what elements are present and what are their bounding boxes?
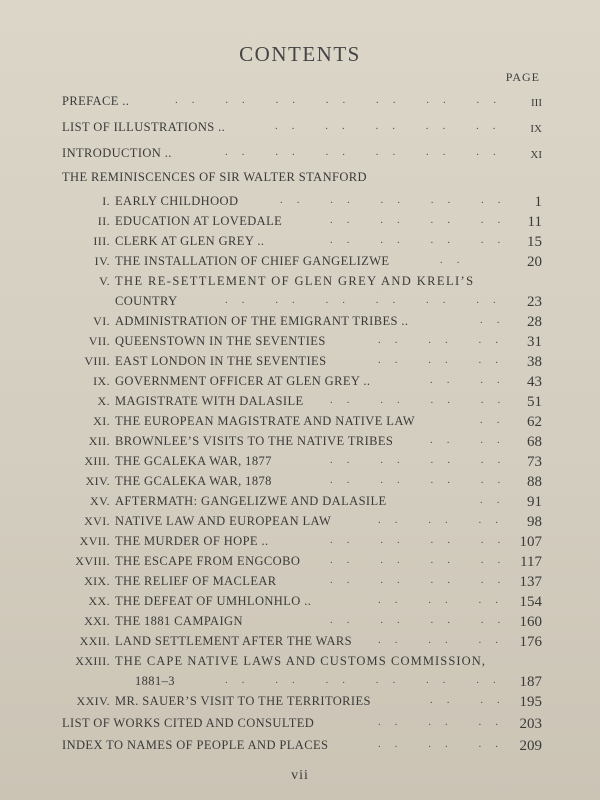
chapter-page: 28 xyxy=(527,314,542,330)
entry-title: INTRODUCTION .. xyxy=(62,146,172,160)
chapter-title: AFTERMATH: GANGELIZWE AND DALASILE xyxy=(115,494,387,508)
chapter-number: XI. xyxy=(93,414,110,428)
leader-dots: .. .. .. .. .. .. xyxy=(225,146,510,158)
chapter-page: 98 xyxy=(527,514,542,530)
toc-chapter-12 xyxy=(0,434,600,454)
toc-chapter-17 xyxy=(0,534,600,554)
chapter-page: 68 xyxy=(527,434,542,450)
toc-chapter-6 xyxy=(0,314,600,334)
chapter-title: EARLY CHILDHOOD xyxy=(115,194,239,208)
chapter-number: XIII. xyxy=(84,454,110,468)
chapter-page: 154 xyxy=(519,594,542,610)
chapter-title: ADMINISTRATION OF THE EMIGRANT TRIBES .. xyxy=(115,314,409,328)
chapter-title: THE 1881 CAMPAIGN xyxy=(115,614,243,628)
entry-page: 209 xyxy=(519,738,542,754)
chapter-number: XXIV. xyxy=(76,694,110,708)
leader-dots: .. .. .. .. .. .. xyxy=(225,294,510,306)
toc-chapter-8 xyxy=(0,354,600,374)
toc-chapter-15 xyxy=(0,494,600,514)
toc-chapter-5-cont xyxy=(0,294,600,314)
chapter-number: III. xyxy=(93,234,110,248)
chapter-title: NATIVE LAW AND EUROPEAN LAW xyxy=(115,514,332,528)
entry-page: iii xyxy=(531,94,542,110)
leader-dots: .. .. .. .. xyxy=(330,214,515,226)
entry-title: PREFACE .. xyxy=(62,94,130,108)
chapter-page: 107 xyxy=(519,534,542,550)
entry-page: ix xyxy=(530,120,542,136)
chapter-number: XXI. xyxy=(84,614,110,628)
entry-title: INDEX TO NAMES OF PEOPLE AND PLACES xyxy=(62,738,329,752)
chapter-page: 31 xyxy=(527,334,542,350)
toc-chapter-20 xyxy=(0,594,600,614)
chapter-title: THE DEFEAT OF UMHLONHLO .. xyxy=(115,594,312,608)
leader-dots: .. .. .. xyxy=(378,334,512,346)
chapter-page: 88 xyxy=(527,474,542,490)
chapter-number: XXII. xyxy=(79,634,110,648)
toc-chapter-16 xyxy=(0,514,600,534)
chapter-title: GOVERNMENT OFFICER AT GLEN GREY .. xyxy=(115,374,371,388)
toc-chapter-11 xyxy=(0,414,600,434)
toc-chapter-22 xyxy=(0,634,600,654)
toc-chapter-9 xyxy=(0,374,600,394)
chapter-title: EDUCATION AT LOVEDALE xyxy=(115,214,283,228)
leader-dots: .. .. .. .. .. .. xyxy=(225,674,510,686)
toc-chapter-14 xyxy=(0,474,600,494)
toc-entry-introduction xyxy=(0,146,600,166)
chapter-title: THE INSTALLATION OF CHIEF GANGELIZWE xyxy=(115,254,390,268)
leader-dots: .. .. xyxy=(430,374,514,386)
toc-entry-preface xyxy=(0,94,600,114)
chapter-title: THE EUROPEAN MAGISTRATE AND NATIVE LAW xyxy=(115,414,415,428)
chapter-number: XVI. xyxy=(84,514,110,528)
chapter-number: VII. xyxy=(88,334,110,348)
leader-dots: .. .. .. .. xyxy=(330,554,515,566)
chapter-title: THE RELIEF OF MACLEAR xyxy=(115,574,277,588)
chapter-title: MAGISTRATE WITH DALASILE xyxy=(115,394,304,408)
leader-dots: .. xyxy=(480,314,514,326)
chapter-page: 15 xyxy=(527,234,542,250)
chapter-number: I. xyxy=(102,194,110,208)
leader-dots: .. .. .. .. xyxy=(330,614,515,626)
chapter-page: 176 xyxy=(519,634,542,650)
chapter-page: 73 xyxy=(527,454,542,470)
chapter-number: XIV. xyxy=(85,474,110,488)
chapter-page: 91 xyxy=(527,494,542,510)
toc-chapter-10 xyxy=(0,394,600,414)
toc-chapter-5 xyxy=(0,274,600,294)
leader-dots: .. .. .. xyxy=(378,716,512,728)
leader-dots: .. .. .. .. xyxy=(330,574,515,586)
leader-dots: .. .. .. xyxy=(378,738,512,750)
toc-entry-illustrations xyxy=(0,120,600,140)
page-column-heading: PAGE xyxy=(505,70,540,84)
entry-page: xi xyxy=(530,146,542,162)
chapter-page: 1 xyxy=(534,194,542,210)
toc-chapter-3 xyxy=(0,234,600,254)
chapter-number: IV. xyxy=(94,254,110,268)
chapter-page: 23 xyxy=(527,294,542,310)
page-number-footer: vii xyxy=(291,768,309,783)
chapter-number: XX. xyxy=(88,594,110,608)
chapter-title: THE ESCAPE FROM ENGCOBO xyxy=(115,554,301,568)
chapter-number: X. xyxy=(97,394,110,408)
page-title: CONTENTS xyxy=(239,42,361,66)
chapter-title: CLERK AT GLEN GREY .. xyxy=(115,234,265,248)
toc-entry-works-cited xyxy=(0,716,600,736)
chapter-title: LAND SETTLEMENT AFTER THE WARS xyxy=(115,634,353,648)
toc-chapter-23 xyxy=(0,654,600,674)
leader-dots: .. xyxy=(480,414,514,426)
toc-chapter-13 xyxy=(0,454,600,474)
toc-chapter-23-cont xyxy=(0,674,600,694)
chapter-page: 187 xyxy=(519,674,542,690)
chapter-number: XXIII. xyxy=(75,654,110,668)
chapter-title: THE MURDER OF HOPE .. xyxy=(115,534,269,548)
chapter-page: 51 xyxy=(527,394,542,410)
leader-dots: .. .. .. xyxy=(378,354,512,366)
toc-chapter-24 xyxy=(0,694,600,714)
chapter-number: XVII. xyxy=(79,534,110,548)
chapter-number: XV. xyxy=(90,494,110,508)
leader-dots: .. .. xyxy=(430,694,514,706)
leader-dots: .. .. .. xyxy=(378,514,512,526)
chapter-number: IX. xyxy=(93,374,110,388)
leader-dots: .. .. .. .. .. xyxy=(275,120,510,132)
toc-chapter-4 xyxy=(0,254,600,274)
toc-chapter-18 xyxy=(0,554,600,574)
chapter-title: THE GCALEKA WAR, 1878 xyxy=(115,474,272,488)
chapter-page: 43 xyxy=(527,374,542,390)
chapter-title: QUEENSTOWN IN THE SEVENTIES xyxy=(115,334,326,348)
entry-page: 203 xyxy=(519,716,542,732)
toc-chapter-21 xyxy=(0,614,600,634)
leader-dots: .. .. .. .. xyxy=(330,534,515,546)
chapter-number: XII. xyxy=(88,434,110,448)
leader-dots: .. xyxy=(480,494,514,506)
section-heading xyxy=(0,170,600,190)
section-title: THE REMINISCENCES OF SIR WALTER STANFORD xyxy=(62,170,367,184)
chapter-page: 11 xyxy=(527,214,542,230)
toc-chapter-2 xyxy=(0,214,600,234)
chapter-page: 137 xyxy=(519,574,542,590)
chapter-title: THE RE-SETTLEMENT OF GLEN GREY AND KRELI’S xyxy=(115,274,475,288)
leader-dots: .. .. .. .. xyxy=(330,474,515,486)
chapter-page: 38 xyxy=(527,354,542,370)
toc-chapter-1 xyxy=(0,194,600,214)
chapter-number: V. xyxy=(99,274,110,288)
chapter-title: MR. SAUER’S VISIT TO THE TERRITORIES xyxy=(115,694,371,708)
leader-dots: .. .. .. xyxy=(378,634,512,646)
leader-dots: .. .. .. xyxy=(378,594,512,606)
chapter-title-cont: 1881–3 xyxy=(135,674,175,688)
chapter-number: VI. xyxy=(93,314,110,328)
chapter-page: 20 xyxy=(527,254,542,270)
entry-title: LIST OF ILLUSTRATIONS .. xyxy=(62,120,226,134)
leader-dots: .. .. .. .. xyxy=(330,234,515,246)
chapter-number: VIII. xyxy=(84,354,110,368)
leader-dots: .. .. .. .. xyxy=(330,454,515,466)
leader-dots: .. xyxy=(440,254,474,266)
leader-dots: .. .. .. .. xyxy=(330,394,515,406)
chapter-title: BROWNLEE’S VISITS TO THE NATIVE TRIBES xyxy=(115,434,394,448)
chapter-title: EAST LONDON IN THE SEVENTIES xyxy=(115,354,327,368)
chapter-title: THE GCALEKA WAR, 1877 xyxy=(115,454,272,468)
leader-dots: .. .. xyxy=(430,434,514,446)
chapter-number: II. xyxy=(97,214,110,228)
leader-dots: .. .. .. .. .. xyxy=(280,194,515,206)
chapter-title: THE CAPE NATIVE LAWS AND CUSTOMS COMMISSION, xyxy=(115,654,487,668)
chapter-number: XIX. xyxy=(84,574,110,588)
chapter-page: 62 xyxy=(527,414,542,430)
chapter-page: 160 xyxy=(519,614,542,630)
chapter-title-cont: COUNTRY xyxy=(115,294,178,308)
chapter-page: 195 xyxy=(519,694,542,710)
leader-dots: .. .. .. .. .. .. .. xyxy=(175,94,510,106)
entry-title: LIST OF WORKS CITED AND CONSULTED xyxy=(62,716,315,730)
toc-entry-index xyxy=(0,738,600,758)
toc-chapter-7 xyxy=(0,334,600,354)
chapter-page: 117 xyxy=(520,554,542,570)
toc-chapter-19 xyxy=(0,574,600,594)
chapter-number: XVIII. xyxy=(75,554,110,568)
